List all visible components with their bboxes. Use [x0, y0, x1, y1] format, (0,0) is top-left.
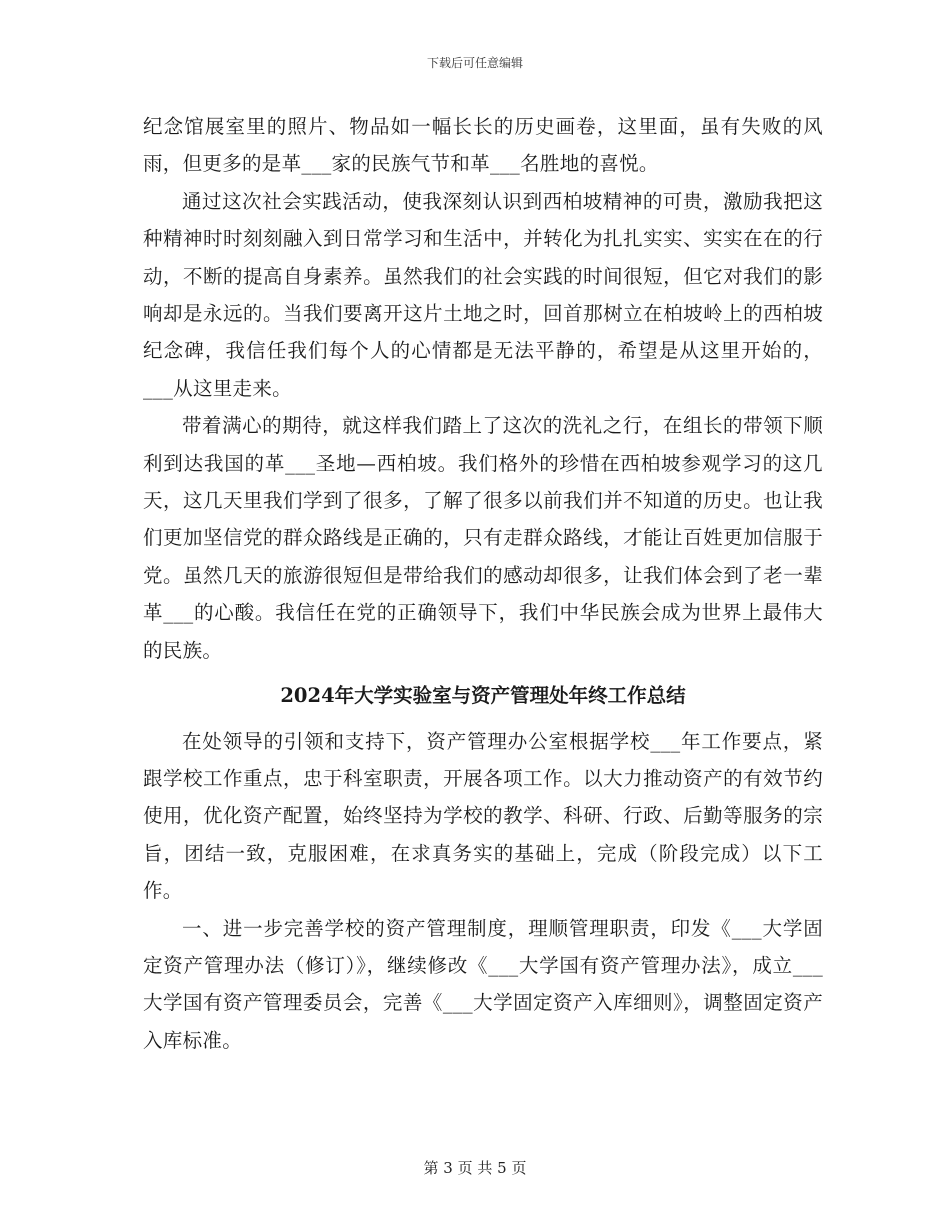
paragraph-1: 纪念馆展室里的照片、物品如一幅长长的历史画卷，这里面，虽有失败的风雨，但更多的是革___家的民族气节和革___名胜地的喜悦。	[143, 115, 823, 176]
paragraph-5: 一、进一步完善学校的资产管理制度，理顺管理职责，印发《___大学固定资产管理办法（修订）》，继续修改《___大学国有资产管理办法》，成立___大学国有资产管理委员会，完善《___大学固定资产入库细则》，调整固定资产入库标准。	[143, 916, 823, 1052]
header-note: 下载后可任意编辑	[426, 56, 523, 70]
section-title: 2024年大学实验室与资产管理处年终工作总结	[280, 684, 686, 708]
document-body	[143, 108, 823, 1059]
page-number: 第 3 页 共 5 页	[423, 1159, 527, 1177]
paragraph-3: 带着满心的期待，就这样我们踏上了这次的洗礼之行，在组长的带领下顺利到达我国的革___圣地—西柏坡。我们格外的珍惜在西柏坡参观学习的这几天，这几天里我们学到了很多，了解了很多以前我们并不知道的历史。也让我们更加坚信党的群众路线是正确的，只有走群众路线，才能让百姓更加信服于党。虽然几天的旅游很短但是带给我们的感动却很多，让我们体会到了老一辈革___的心酸。我信任在党的正确领导下，我们中华民族会成为世界上最伟大的民族。	[143, 414, 823, 662]
paragraph-4: 在处领导的引领和支持下，资产管理办公室根据学校___年工作要点，紧跟学校工作重点，忠于科室职责，开展各项工作。以大力推动资产的有效节约使用，优化资产配置，始终坚持为学校的教学、科研、行政、后勤等服务的宗旨，团结一致，克服困难，在求真务实的基础上，完成（阶段完成）以下工作。	[143, 729, 823, 903]
paragraph-2: 通过这次社会实践活动，使我深刻认识到西柏坡精神的可贵，激励我把这种精神时时刻刻融入到日常学习和生活中，并转化为扎扎实实、实实在在的行动，不断的提高自身素养。虽然我们的社会实践的时间很短，但它对我们的影响却是永远的。当我们要离开这片土地之时，回首那树立在柏坡岭上的西柏坡纪念碑，我信任我们每个人的心情都是无法平静的，希望是从这里开始的，___从这里走来。	[143, 189, 823, 400]
